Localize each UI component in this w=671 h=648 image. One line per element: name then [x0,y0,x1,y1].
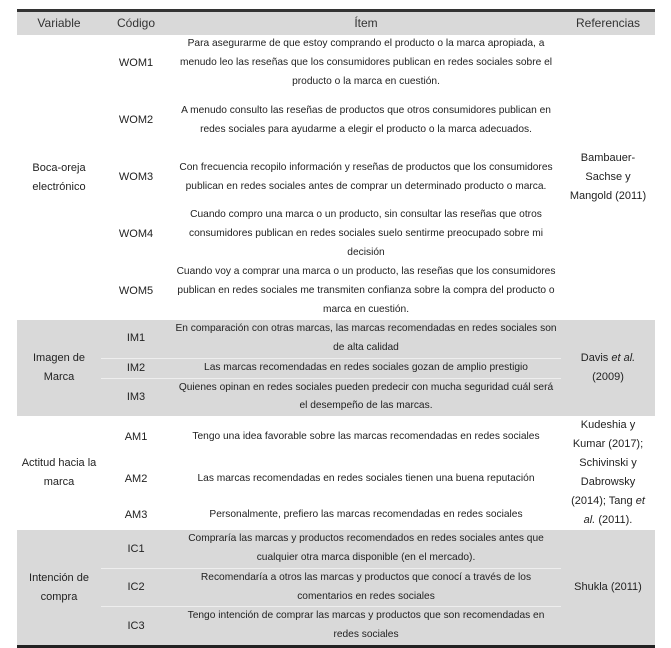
variables-table [17,9,655,648]
code-cell: WOM2 [118,114,154,127]
variable-cell: Boca-oreja electrónico [32,161,86,193]
item-cell: Personalmente, prefiero las marcas recomendadas en redes sociales [209,508,523,520]
header-codigo: Código [101,11,171,36]
table-row [17,206,655,263]
code-cell: IM1 [101,320,171,358]
code-cell: AM1 [124,431,148,444]
table-row [17,320,655,358]
code-cell: IC3 [101,607,171,647]
reference-text: et al. [611,352,636,365]
table-row [17,378,655,416]
header-variable: Variable [17,11,101,36]
reference-cell [561,320,655,416]
item-cell: Las marcas recomendadas en redes sociales gozan de amplio prestigio [171,358,561,378]
table-row [17,92,655,149]
item-cell: Las marcas recomendadas en redes sociales tienen una buena reputación [197,473,535,485]
reference-text: Kudeshia y Kumar (2017); Schivinski y Dabrowsky (2014); Tang [571,419,644,508]
code-cell: AM3 [124,508,148,521]
item-cell: A menudo consulto las reseñas de productos que otros consumidores publican en redes sociales para ayudarme a elegir el producto o la marca adecuados. [181,104,551,135]
header-referencias: Referencias [561,11,655,36]
reference-cell [561,530,655,646]
table-row [17,460,655,500]
code-cell: WOM4 [118,228,154,241]
code-cell: IM2 [101,358,171,378]
reference-cell [561,35,655,320]
reference-text: Bambauer-Sachse y Mangold (2011) [569,152,647,202]
code-cell: WOM5 [118,285,154,298]
variable-cell: Imagen de Marca [17,320,101,416]
table-row [17,149,655,206]
header-row [17,11,655,36]
table-row [17,416,655,459]
table-row [17,263,655,320]
code-cell: IC2 [101,568,171,607]
reference-text: Davis [580,352,612,365]
code-cell: IC1 [101,530,171,568]
item-cell: Compraría las marcas y productos recomendados en redes sociales antes que cualquier otra marca disponible (en el mercado). [171,530,561,568]
reference-text: (2009) [592,371,624,384]
code-cell: WOM3 [118,171,154,184]
reference-text: et al. [583,495,645,527]
table-row [17,358,655,378]
item-cell: Cuando compro una marca o un producto, sin consultar las reseñas que otros consumidores publican en redes sociales suelo sentirme preocupado sobre mi decisión [189,209,543,258]
table-body [17,35,655,646]
item-cell: En comparación con otras marcas, las marcas recomendadas en redes sociales son de alta calidad [171,320,561,358]
item-cell: Para asegurarme de que estoy comprando el producto o la marca apropiada, a menudo leo las reseñas que los consumidores publican en redes sociales sobre el producto o la marca en cuestión. [179,38,553,87]
variable-cell: Intención de compra [17,530,101,646]
table-row [17,530,655,568]
header-item: Ítem [171,11,561,36]
table-row [17,607,655,647]
item-cell: Tengo intención de comprar las marcas y productos que son recomendadas en redes sociales [171,607,561,647]
item-cell: Recomendaría a otros las marcas y productos que conocí a través de los comentarios en redes sociales [171,568,561,607]
table-row [17,500,655,530]
reference-cell [561,416,655,530]
variable-cell: Actitud hacia la marca [21,457,97,489]
reference-text: Shukla (2011) [574,581,642,594]
item-cell: Quienes opinan en redes sociales pueden predecir con mucha seguridad cuál será el desempeño de las marcas. [171,378,561,416]
item-cell: Tengo una idea favorable sobre las marcas recomendadas en redes sociales [192,431,540,443]
code-cell: IM3 [101,378,171,416]
reference-text: (2011). [595,514,633,527]
code-cell: WOM1 [118,57,154,70]
code-cell: AM2 [124,473,148,486]
table-row [17,568,655,607]
item-cell: Con frecuencia recopilo información y reseñas de productos que los consumidores publican en redes sociales antes de comprar un determinado producto o marca. [179,161,553,192]
item-cell: Cuando voy a comprar una marca o un producto, las reseñas que los consumidores publican en redes sociales me transmiten confianza sobre la compra del producto o marca en cuestión. [176,266,556,315]
table-row [17,35,655,92]
